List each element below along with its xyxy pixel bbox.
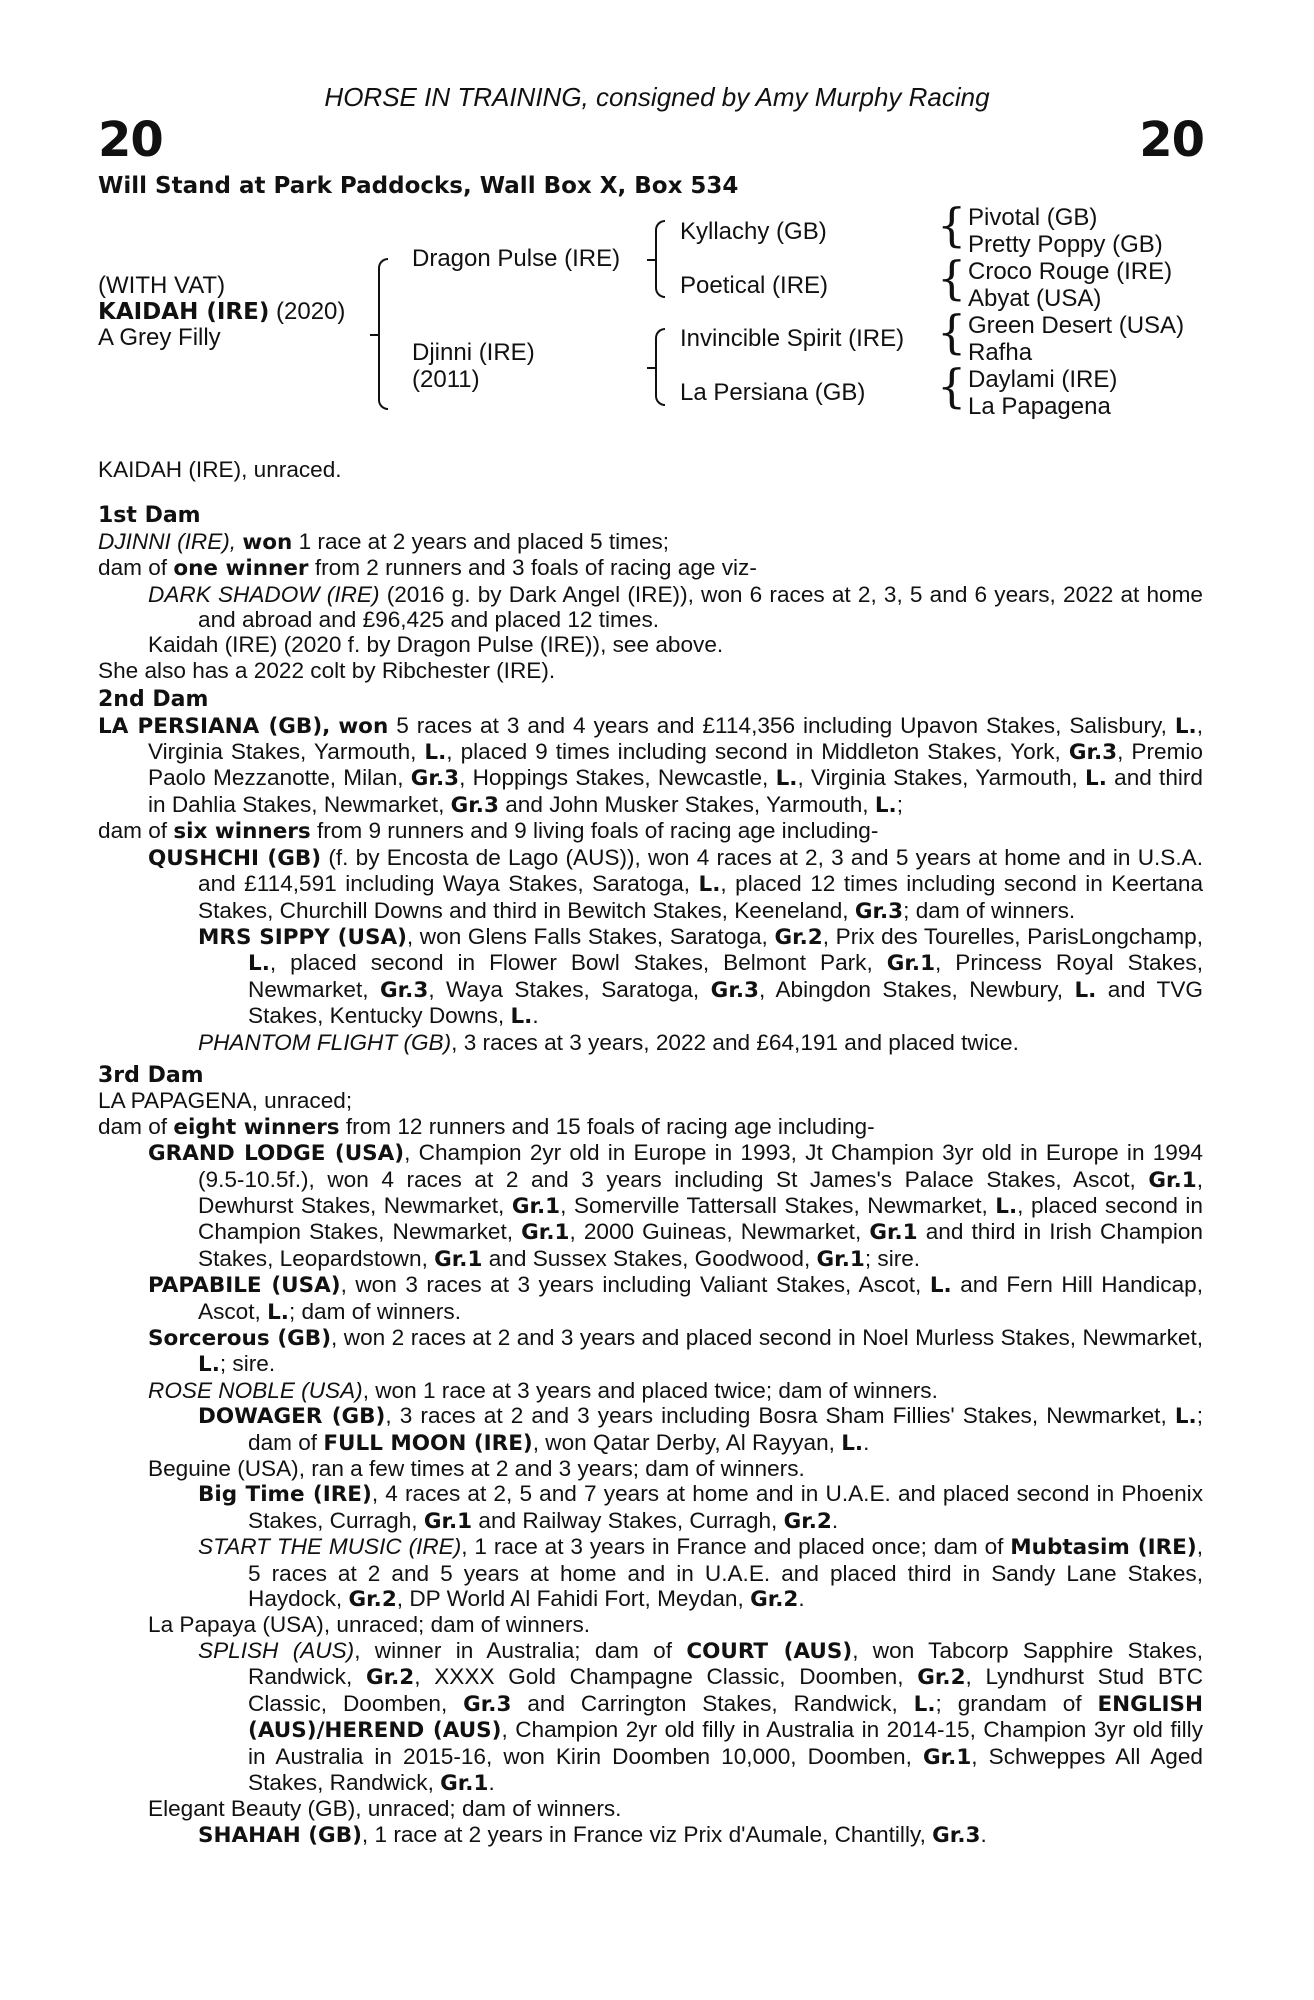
produce-entry: Sorcerous (GB), won 2 races at 2 and 3 years and placed second in Noel Murless Stakes, Newmarket, L.; sire. [148, 1325, 1204, 1378]
first-dam-heading: 1st Dam [98, 503, 201, 529]
first-dam-record: DJINNI (IRE), won 1 race at 2 years and placed 5 times; [98, 528, 670, 555]
sire-dam: Poetical (IRE) [680, 272, 829, 299]
horse-year: (2020) [276, 298, 346, 325]
dam-year: (2011) [412, 366, 480, 393]
ancestor-dds: Daylami (IRE) [968, 366, 1118, 393]
ancestor-dsd: Rafha [968, 339, 1033, 366]
second-dam-produce: dam of six winners from 9 runners and 9 living foals of racing age including- [98, 818, 879, 845]
catalogue-body [98, 457, 1203, 1848]
pedigree-brace: { [937, 305, 967, 359]
produce-entry: PAPABILE (USA), won 3 races at 3 years including Valiant Stakes, Ascot, L. and Fern Hill Handicap, Ascot, L.; dam of winners. [148, 1272, 1203, 1325]
lot-number-left: 20 [98, 112, 163, 168]
pedigree-brace: { [937, 198, 967, 252]
dam-name: Djinni (IRE) [412, 339, 535, 366]
produce-entry: DOWAGER (GB), 3 races at 2 and 3 years including Bosra Sham Fillies' Stakes, Newmarket, L.; dam of FULL MOON (IRE), won Qatar Derby, Al Rayyan, L.. [198, 1403, 1203, 1456]
ancestor-ddd: La Papagena [968, 393, 1111, 420]
produce-entry: Kaidah (IRE) (2020 f. by Dragon Pulse (IRE)), see above. [148, 632, 724, 658]
third-dam-record: LA PAPAGENA, unraced; [98, 1088, 353, 1114]
sire-name: Dragon Pulse (IRE) [412, 245, 621, 272]
third-dam-heading: 3rd Dam [98, 1062, 204, 1088]
first-dam-produce: dam of one winner from 2 runners and 3 foals of racing age viz- [98, 555, 757, 582]
produce-entry: Big Time (IRE), 4 races at 2, 5 and 7 years at home and in U.A.E. and placed second in Phoenix Stakes, Curragh, Gr.1 and Railway Stakes, Curragh, Gr.2. [198, 1481, 1203, 1534]
dam-sire: Invincible Spirit (IRE) [680, 325, 905, 352]
ancestor-sds: Croco Rouge (IRE) [968, 258, 1173, 285]
pedigree-brace [378, 258, 388, 410]
produce-entry: SPLISH (AUS), winner in Australia; dam of COURT (AUS), won Tabcorp Sapphire Stakes, Randwick, Gr.2, XXXX Gold Champagne Classic, Doomben, Gr.2, Lyndhurst Stud BTC Classic, Doomben, Gr.3 and Carrington Stakes, Randwick, L.; grandam of ENGLISH (AUS)/HEREND (AUS), Champion 2yr old filly in Australia in 2014-15, Champion 3yr old filly in Australia in 2015-16, won Kirin Doomben 10,000, Doomben, Gr.1, Schweppes All Aged Stakes, Randwick, Gr.1. [198, 1637, 1204, 1796]
dam-dam: La Persiana (GB) [680, 379, 866, 406]
first-dam-note: She also has a 2022 colt by Ribchester (IRE). [98, 657, 556, 683]
ancestor-dss: Green Desert (USA) [968, 312, 1185, 339]
pedigree-brace: { [937, 251, 967, 305]
lot-number-right: 20 [1139, 112, 1204, 168]
ancestor-ssd: Pretty Poppy (GB) [968, 231, 1163, 258]
ancestor-sss: Pivotal (GB) [968, 204, 1098, 231]
produce-entry: Beguine (USA), ran a few times at 2 and 3 years; dam of winners. [148, 1456, 805, 1482]
stand-info: Will Stand at Park Paddocks, Wall Box X, Box 534 [98, 173, 739, 199]
produce-entry: MRS SIPPY (USA), won Glens Falls Stakes, Saratoga, Gr.2, Prix des Tourelles, ParisLongchamp, L., placed second in Flower Bowl Stakes, Belmont Park, Gr.1, Princess Royal Stakes, Newmarket, Gr.3, Waya Stakes, Saratoga, Gr.3, Abingdon Stakes, Newbury, L. and TVG Stakes, Kentucky Downs, L.. [198, 923, 1203, 1030]
produce-entry: QUSHCHI (GB) (f. by Encosta de Lago (AUS)), won 4 races at 2, 3 and 5 years at home and in U.S.A. and £114,591 including Waya Stakes, Saratoga, L., placed 12 times including second in Keertana Stakes, Churchill Downs and third in Bewitch Stakes, Keeneland, Gr.3; dam of winners. [148, 844, 1204, 924]
consignment-line: HORSE IN TRAINING, consigned by Amy Murphy Racing [324, 82, 990, 112]
pedigree-brace [655, 328, 665, 406]
horse-name: KAIDAH (IRE) [98, 299, 270, 325]
sire-sire: Kyllachy (GB) [680, 218, 827, 245]
produce-entry: START THE MUSIC (IRE), 1 race at 3 years in France and placed once; dam of Mubtasim (IRE), 5 races at 2 and 5 years at home and in U.A.E. and placed third in Sandy Lane Stakes, Haydock, Gr.2, DP World Al Fahidi Fort, Meydan, Gr.2. [198, 1534, 1203, 1613]
third-dam-produce: dam of eight winners from 12 runners and 15 foals of racing age including- [98, 1113, 875, 1140]
produce-entry: GRAND LODGE (USA), Champion 2yr old in Europe in 1993, Jt Champion 3yr old in Europe in 1994 (9.5-10.5f.), won 4 races at 2 and 3 years including St James's Palace Stakes, Ascot, Gr.1, Dewhurst Stakes, Newmarket, Gr.1, Somerville Tattersall Stakes, Newmarket, L., placed second in Champion Stakes, Newmarket, Gr.1, 2000 Guineas, Newmarket, Gr.1 and third in Irish Champion Stakes, Leopardstown, Gr.1 and Sussex Stakes, Goodwood, Gr.1; sire. [148, 1140, 1203, 1272]
vat-note: (WITH VAT) [98, 272, 226, 299]
produce-entry: PHANTOM FLIGHT (GB), 3 races at 3 years, 2022 and £64,191 and placed twice. [198, 1029, 1019, 1055]
second-dam-heading: 2nd Dam [98, 687, 209, 713]
pedigree-brace: { [937, 359, 967, 413]
produce-entry: ROSE NOBLE (USA), won 1 race at 3 years and placed twice; dam of winners. [148, 1377, 938, 1403]
ancestor-sdd: Abyat (USA) [968, 285, 1102, 312]
horse-description: A Grey Filly [98, 324, 221, 351]
pedigree-brace [655, 220, 665, 298]
produce-entry: La Papaya (USA), unraced; dam of winners. [148, 1612, 591, 1638]
horse-title [98, 298, 345, 326]
produce-entry: Elegant Beauty (GB), unraced; dam of winners. [148, 1796, 622, 1822]
second-dam-record: LA PERSIANA (GB), won 5 races at 3 and 4 years and £114,356 including Upavon Stakes, Salisbury, L., Virginia Stakes, Yarmouth, L., placed 9 times including second in Middleton Stakes, York, Gr.3, Premio Paolo Mezzanotte, Milan, Gr.3, Hoppings Stakes, Newcastle, L., Virginia Stakes, Yarmouth, L. and third in Dahlia Stakes, Newmarket, Gr.3 and John Musker Stakes, Yarmouth, L.; [98, 712, 1204, 818]
race-record: KAIDAH (IRE), unraced. [98, 457, 342, 482]
produce-entry: DARK SHADOW (IRE) (2016 g. by Dark Angel (IRE)), won 6 races at 2, 3, 5 and 6 years, 2022 at home and abroad and £96,425 and placed 12 times. [148, 581, 1204, 633]
produce-entry: SHAHAH (GB), 1 race at 2 years in France viz Prix d'Aumale, Chantilly, Gr.3. [198, 1821, 987, 1848]
